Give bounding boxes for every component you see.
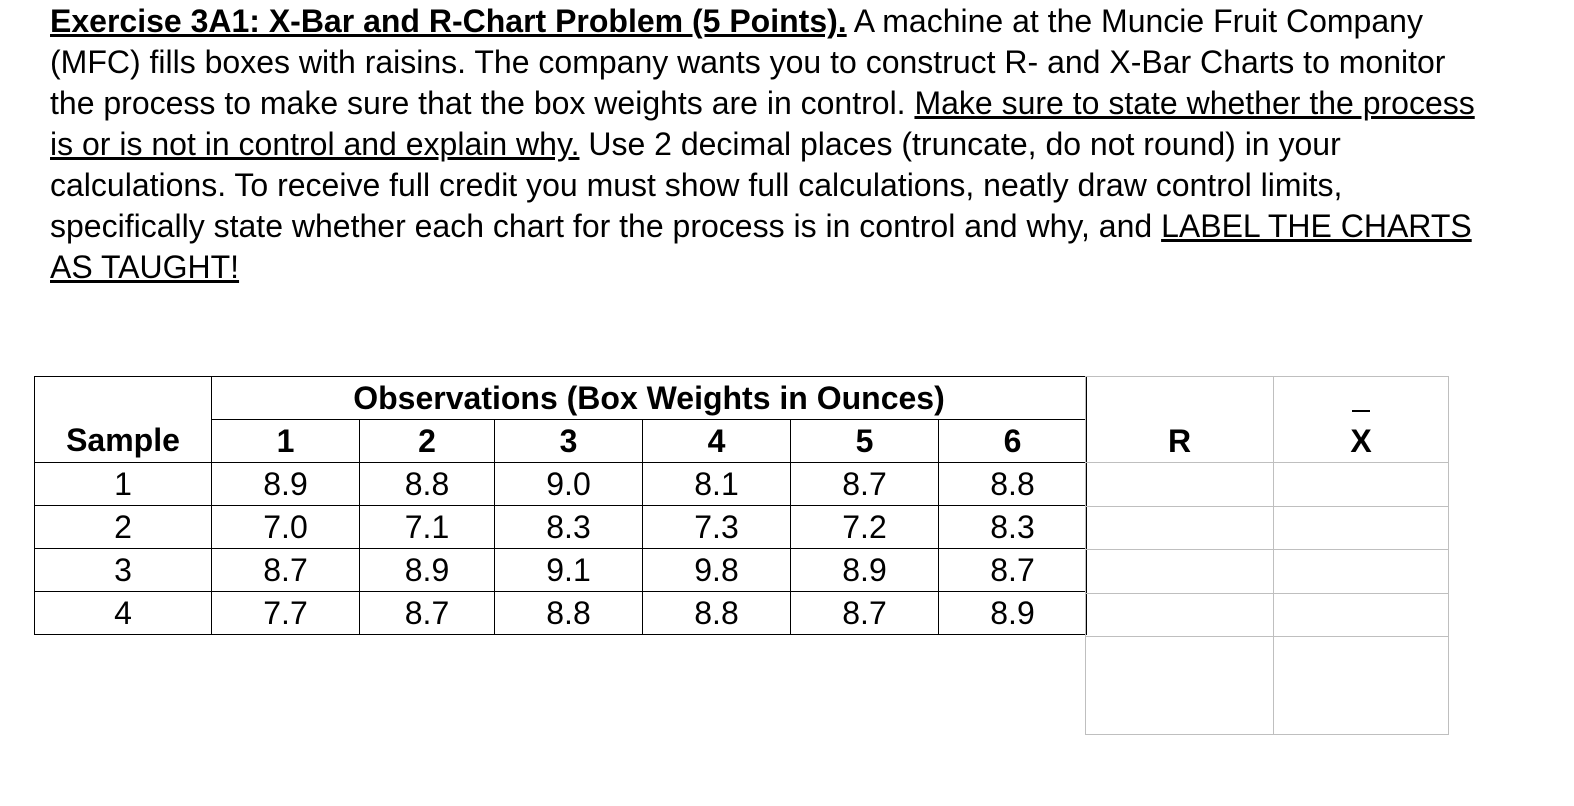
range-answer-column xyxy=(1085,376,1274,735)
answer-cell[interactable] xyxy=(1086,594,1273,637)
column-header: 3 xyxy=(495,420,643,463)
answer-cell[interactable] xyxy=(1274,550,1448,594)
observation-cell: 8.7 xyxy=(939,549,1087,592)
observation-cell: 7.7 xyxy=(212,592,360,635)
column-header: 2 xyxy=(360,420,495,463)
observation-cell: 8.8 xyxy=(360,463,495,506)
observation-cell: 8.9 xyxy=(360,549,495,592)
answer-cell[interactable] xyxy=(1274,594,1448,637)
observation-cell: 7.2 xyxy=(791,506,939,549)
prompt-text-1: A machine at the Muncie Fruit Company (MFC) fills boxes with raisins. The company wants you to construct R- and X-Bar Charts to monitor the process to make sure that the box weights are in control. xyxy=(50,3,1446,121)
sample-number: 4 xyxy=(35,592,212,635)
observation-cell: 8.9 xyxy=(212,463,360,506)
observation-cell: 8.7 xyxy=(212,549,360,592)
observation-cell: 8.7 xyxy=(360,592,495,635)
observation-cell: 7.1 xyxy=(360,506,495,549)
observation-cell: 8.9 xyxy=(791,549,939,592)
observation-cell: 8.1 xyxy=(643,463,791,506)
prompt-underlined-instruction: Make sure to state whether the process is or is not in control and explain why. xyxy=(50,85,1475,162)
observation-cell: 8.3 xyxy=(939,506,1087,549)
observation-cell: 9.1 xyxy=(495,549,643,592)
prompt-text-2: Use 2 decimal places (truncate, do not round) in your calculations. To receive full credit you must show full calculations, neatly draw control limits, specifically state whether each chart for the process is in control and why, and xyxy=(50,126,1343,244)
observations-group-header: Observations (Box Weights in Ounces) xyxy=(212,377,1087,420)
table-row xyxy=(35,549,1087,592)
answer-cell[interactable] xyxy=(1274,507,1448,550)
table-row xyxy=(35,592,1087,635)
answer-cell[interactable] xyxy=(1274,463,1448,507)
column-header: 6 xyxy=(939,420,1087,463)
observation-cell: 7.0 xyxy=(212,506,360,549)
observations-table xyxy=(34,376,1087,635)
answer-cell[interactable] xyxy=(1086,550,1273,594)
sample-number: 3 xyxy=(35,549,212,592)
xbar-answer-column xyxy=(1273,376,1449,735)
sample-number: 1 xyxy=(35,463,212,506)
column-header: 1 xyxy=(212,420,360,463)
xbar-column-header: X xyxy=(1274,421,1448,461)
observation-cell: 9.8 xyxy=(643,549,791,592)
exercise-heading: Exercise 3A1: X-Bar and R-Chart Problem (5 Points). xyxy=(50,3,847,39)
observation-cell: 8.7 xyxy=(791,463,939,506)
answer-cell xyxy=(1086,377,1273,463)
table-row xyxy=(35,506,1087,549)
answer-cell[interactable] xyxy=(1086,463,1273,507)
observation-cell: 8.8 xyxy=(643,592,791,635)
answer-cell[interactable] xyxy=(1086,507,1273,550)
observation-cell: 8.3 xyxy=(495,506,643,549)
prompt-label-instruction: LABEL THE CHARTS AS TAUGHT! xyxy=(50,208,1472,285)
observation-cell: 9.0 xyxy=(495,463,643,506)
observation-cell: 7.3 xyxy=(643,506,791,549)
observation-cell: 8.8 xyxy=(495,592,643,635)
exercise-prompt xyxy=(50,1,1490,288)
answer-cell[interactable] xyxy=(1274,637,1448,734)
table-row xyxy=(35,463,1087,506)
observation-cell: 8.8 xyxy=(939,463,1087,506)
table-corner xyxy=(35,377,212,420)
column-header: 5 xyxy=(791,420,939,463)
answer-cell xyxy=(1274,377,1448,463)
sample-number: 2 xyxy=(35,506,212,549)
observation-cell: 8.7 xyxy=(791,592,939,635)
answer-cell[interactable] xyxy=(1086,637,1273,734)
column-header: 4 xyxy=(643,420,791,463)
sample-column-header: Sample xyxy=(35,420,212,463)
range-column-header: R xyxy=(1167,423,1192,459)
observation-cell: 8.9 xyxy=(939,592,1087,635)
